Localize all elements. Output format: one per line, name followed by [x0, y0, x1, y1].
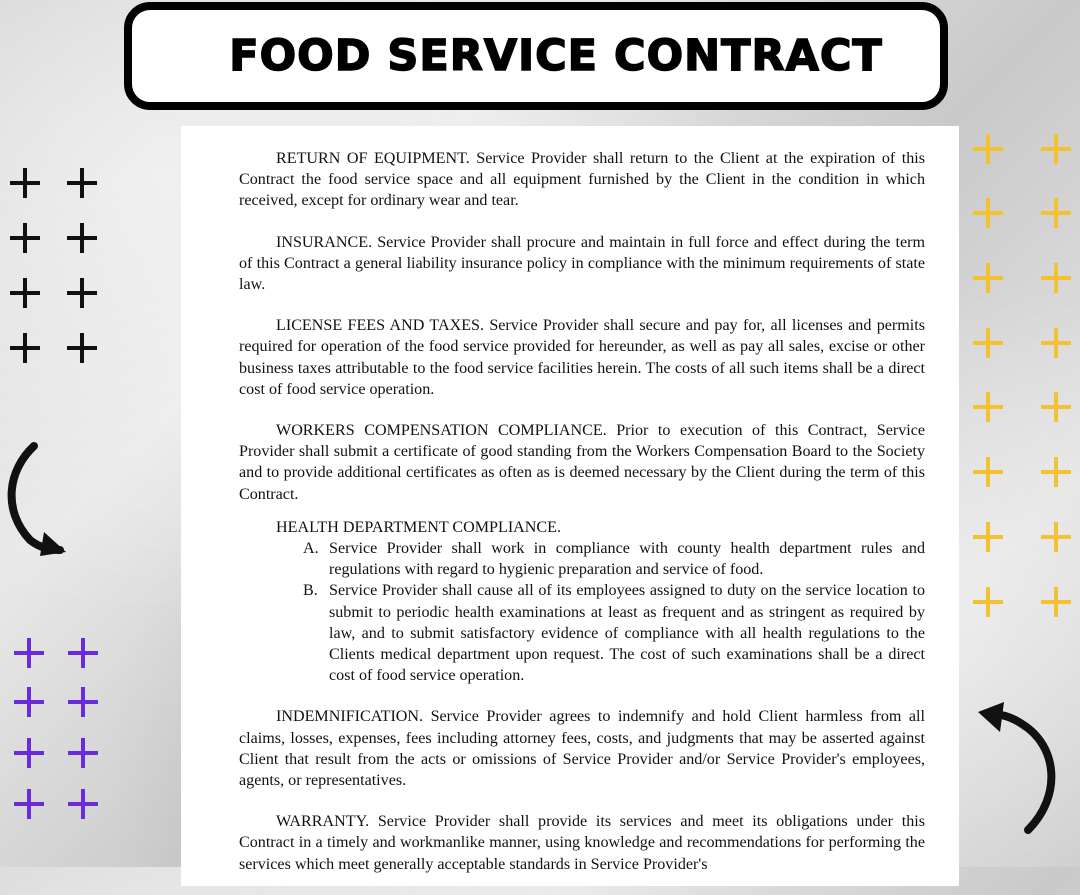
plus-icon — [973, 198, 1003, 228]
clause-insurance: INSURANCE. Service Provider shall procure and maintain in full force and effect during the term of this Contract a general liability insurance policy in compliance with the minimum requirements of state law. — [239, 233, 925, 294]
plus-icon — [973, 522, 1003, 552]
plus-icon — [1041, 134, 1071, 164]
plus-icon — [1041, 328, 1071, 358]
plus-icon — [973, 457, 1003, 487]
clause-workers-compensation: WORKERS COMPENSATION COMPLIANCE. Prior to execution of this Contract, Service Provider shall submit a certificate of good standing from the Workers Compensation Board to the Society and to provide additional certificates as often as is deemed necessary by the Client during the term of this Contract. — [239, 422, 925, 503]
clause-indemnification: INDEMNIFICATION. Service Provider agrees to indemnify and hold Client harmless from all claims, losses, expenses, fees including attorney fees, costs, and judgments that may be asserted against Client that result from the acts or omissions of Service Provider and/or Service Provider's employees, agents, or representatives. — [239, 708, 925, 790]
plus-icon — [1041, 198, 1071, 228]
plus-icon — [973, 392, 1003, 422]
list-item — [239, 580, 925, 686]
plus-icon — [973, 134, 1003, 164]
plus-icon — [14, 687, 44, 717]
plus-icon — [67, 223, 97, 253]
curved-arrow-down-icon — [0, 440, 80, 560]
plus-icon — [68, 738, 98, 768]
plus-icon — [67, 278, 97, 308]
plus-icon — [10, 333, 40, 363]
plus-icon — [973, 263, 1003, 293]
plus-icon — [14, 738, 44, 768]
plus-icon — [1041, 457, 1071, 487]
plus-icon — [973, 328, 1003, 358]
title-banner — [124, 2, 948, 110]
clause-license-fees: LICENSE FEES AND TAXES. Service Provider shall secure and pay for, all licenses and permits required for operation of the food service provided for hereunder, as well as pay all sales, excise or other business taxes attributable to the food service facilities herein. The costs of all such items shall be a direct cost of food service operation. — [239, 317, 925, 398]
plus-icon — [10, 223, 40, 253]
plus-icon — [14, 638, 44, 668]
plus-icon — [14, 789, 44, 819]
plus-icon — [1041, 392, 1071, 422]
clause-return-of-equipment: RETURN OF EQUIPMENT. Service Provider shall return to the Client at the expiration of this Contract the food service space and all equipment furnished by the Client in the condition in which received, except for ordinary wear and tear. — [239, 150, 925, 210]
plus-icon — [67, 168, 97, 198]
plus-icon — [1041, 263, 1071, 293]
plus-icon — [68, 789, 98, 819]
plus-icon — [10, 278, 40, 308]
page-title: FOOD SERVICE CONTRACT — [229, 31, 883, 81]
plus-icon — [10, 168, 40, 198]
document-body — [239, 148, 925, 895]
list-marker: B. — [303, 582, 318, 600]
list-item — [239, 538, 925, 580]
plus-icon — [68, 687, 98, 717]
list-item-text: Service Provider shall cause all of its employees assigned to duty on the service location to submit to periodic health examinations at least as frequent and as stringent as required by law, and to submit satisfactory evidence of compliance with all health regulations to the Clients medical department upon request. The cost of such examinations shall be a direct cost of food service operation. — [329, 582, 925, 685]
health-list — [239, 538, 925, 686]
plus-icon — [67, 333, 97, 363]
clause-health-heading: HEALTH DEPARTMENT COMPLIANCE. — [276, 518, 562, 536]
list-item-text: Service Provider shall work in compliance with county health department rules and regulations with regard to hygienic preparation and service of food. — [329, 540, 925, 579]
clause-warranty: WARRANTY. Service Provider shall provide its services and meet its obligations under this Contract in a timely and workmanlike manner, using knowledge and recommendations for performing the services which meet generally acceptable standards in Service Provider's — [239, 813, 925, 873]
document-page — [181, 126, 959, 886]
plus-icon — [1041, 587, 1071, 617]
plus-icon — [68, 638, 98, 668]
plus-icon — [1041, 522, 1071, 552]
list-marker: A. — [303, 540, 319, 558]
plus-icon — [973, 587, 1003, 617]
curved-arrow-up-icon — [972, 696, 1072, 836]
